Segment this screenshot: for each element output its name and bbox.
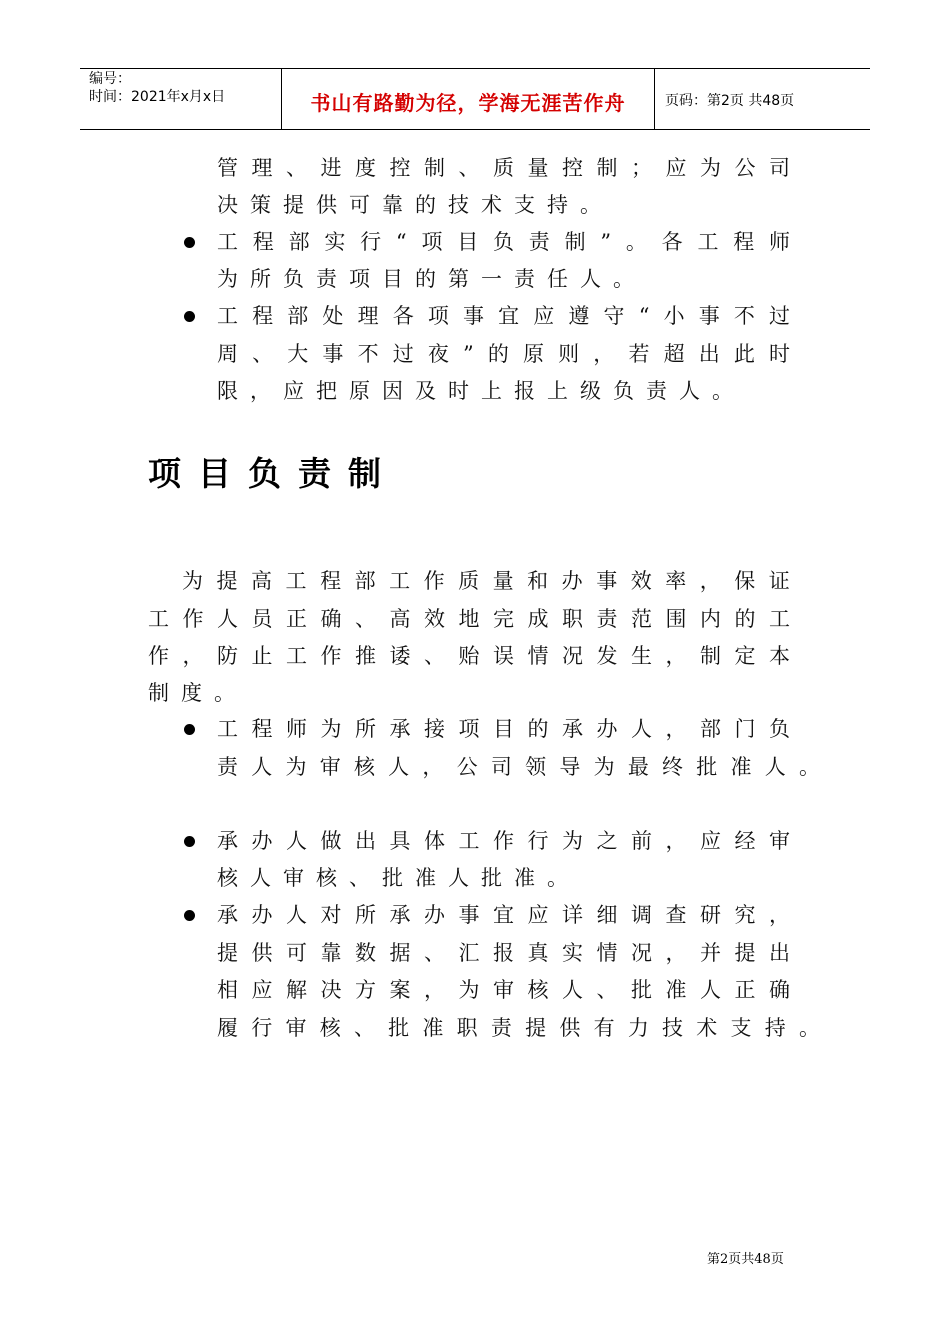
bullet-icon	[184, 910, 195, 921]
list-item-line: 相 应 解 决 方 案 ， 为 审 核 人 、 批 准 人 正 确	[217, 978, 790, 1002]
paragraph-line: 工 作 人 员 正 确 、 高 效 地 完 成 职 责 范 围 内 的 工	[148, 607, 790, 631]
text-line: 管 理 、 进 度 控 制 、 质 量 控 制 ； 应 为 公 司	[217, 156, 790, 180]
header-page-number: 页码：第2页 共48页	[665, 93, 795, 109]
text-line: 决策提供可靠的技术支持。	[217, 193, 613, 217]
date-label: 时间：2021年x月x日	[89, 89, 226, 105]
list-item-line: 工 程 部 处 理 各 项 事 宜 应 遵 守 “ 小 事 不 过	[217, 304, 790, 328]
paragraph-line: 制度。	[148, 681, 247, 705]
list-item-line: 工 程 师 为 所 承 接 项 目 的 承 办 人 ， 部 门 负	[217, 717, 790, 741]
list-item-line: 责 人 为 审 核 人 ， 公 司 领 导 为 最 终 批 准 人 。	[217, 755, 820, 779]
list-item-line: 承 办 人 做 出 具 体 工 作 行 为 之 前 ， 应 经 审	[217, 829, 790, 853]
list-item-line: 履 行 审 核 、 批 准 职 责 提 供 有 力 技 术 支 持 。	[217, 1016, 820, 1040]
list-item-line: 承 办 人 对 所 承 办 事 宜 应 详 细 调 查 研 究 ，	[217, 903, 790, 927]
list-item-line: 限，应把原因及时上报上级负责人。	[217, 379, 745, 403]
bullet-icon	[184, 237, 195, 248]
list-item-line: 工 程 部 实 行 “ 项 目 负 责 制 ” 。 各 工 程 师	[217, 230, 790, 254]
list-item-line: 核人审核、批准人批准。	[217, 866, 580, 890]
bullet-icon	[184, 311, 195, 322]
motto: 书山有路勤为径，学海无涯苦作舟	[310, 91, 626, 115]
list-item-line: 周 、 大 事 不 过 夜 ” 的 原 则 ， 若 超 出 此 时	[217, 342, 790, 366]
footer-page-number: 第2页共48页	[707, 1252, 784, 1267]
section-heading: 项目负责制	[148, 454, 398, 493]
list-item-line: 为所负责项目的第一责任人。	[217, 267, 646, 291]
bullet-icon	[184, 724, 195, 735]
doc-number-label: 编号：	[89, 71, 131, 87]
paragraph-line: 为 提 高 工 程 部 工 作 质 量 和 办 事 效 率 ， 保 证	[182, 569, 790, 593]
list-item-line: 提 供 可 靠 数 据 、 汇 报 真 实 情 况 ， 并 提 出	[217, 941, 790, 965]
paragraph-line: 作 ， 防 止 工 作 推 诿 、 贻 误 情 况 发 生 ， 制 定 本	[148, 644, 790, 668]
bullet-icon	[184, 836, 195, 847]
